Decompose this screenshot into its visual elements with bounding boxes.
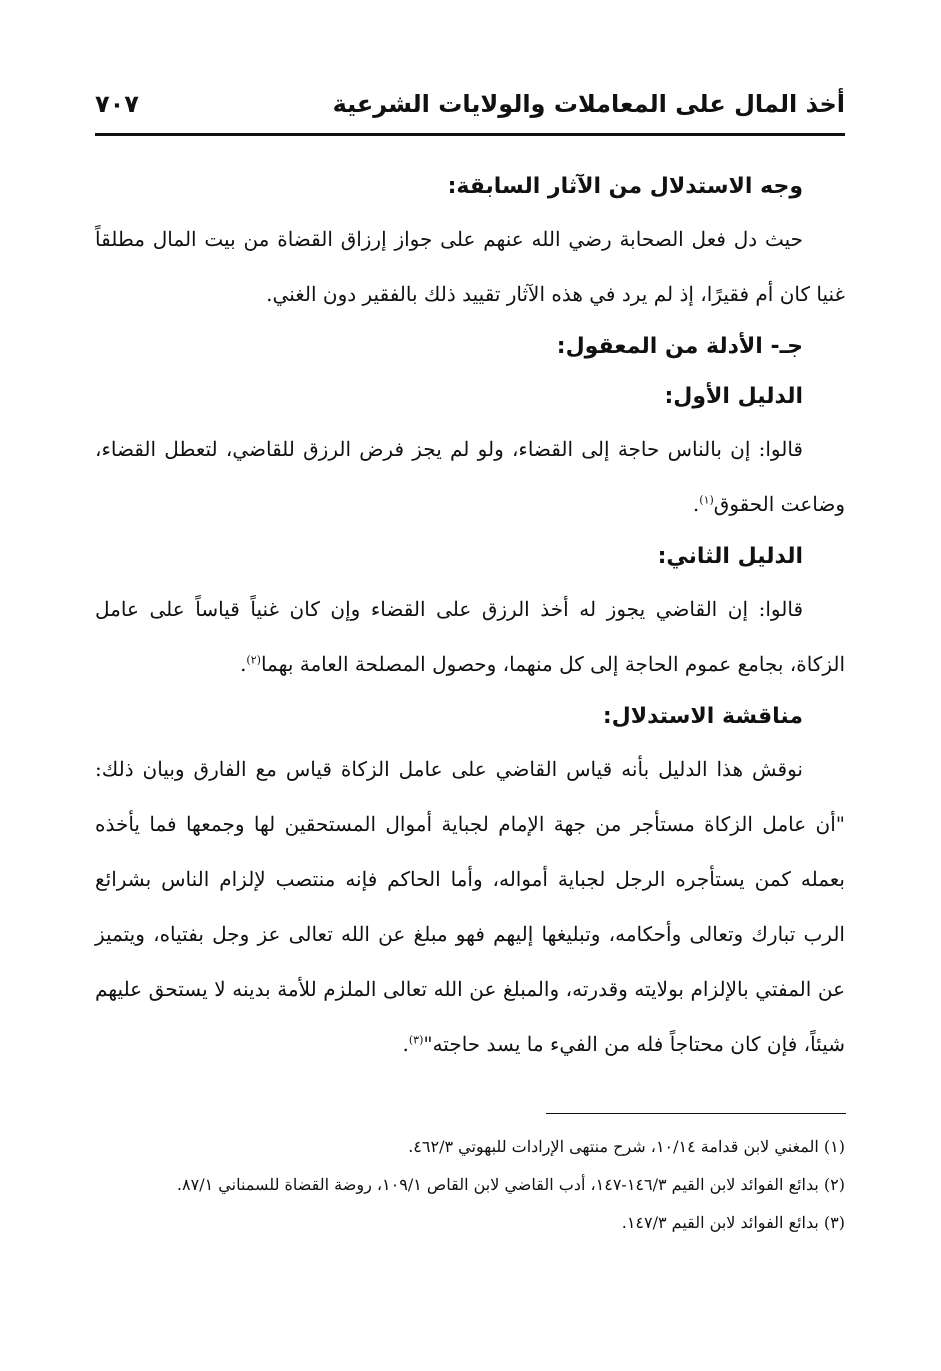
subsection-heading: الدليل الأول: — [664, 384, 803, 409]
header-rule — [95, 133, 845, 136]
footnote: (٢) بدائع الفوائد لابن القيم ١٤٦/٣-١٤٧، أدب القاضي لابن القاص ١٠٩/١، روضة القضاة للسمناني ٨٧/١. — [176, 1175, 845, 1194]
section-heading: مناقشة الاستدلال: — [602, 704, 803, 729]
paragraph: حيث دل فعل الصحابة رضي الله عنهم على جواز إرزاق القضاة من بيت المال مطلقاً غنيا كان أم فقيرًا، إذ لم يرد في هذه الآثار تقييد ذلك بالفقير دون الغني. — [95, 227, 845, 306]
paragraph — [95, 742, 845, 1072]
paragraph-text: نوقش هذا الدليل بأنه قياس القاضي على عامل الزكاة قياس مع الفارق وبيان ذلك: "أن عامل الزكاة مستأجر من جهة الإمام لجباية أموال المستحقين لها وجمعها فما يأخذه بعمله كمن يستأجره الرجل لجباية أمواله، وأما الحاكم فإنه منتصب لإلزام الناس بشرائع الرب تبارك وتعالى وأحكامه، وتبليغها إليهم فهو مبلغ عن الله تعالى عز وجل بفتياه، ويتميز عن المفتي بالإلزام بولايته وقدرته، والمبلغ عن الله تعالى الملزم للأمة بدينه لا يستحق عليهم شيئاً، فإن كان محتاجاً فله من الفيء ما يسد حاجته" — [95, 757, 845, 1056]
running-header — [95, 88, 845, 126]
section-heading: جـ- الأدلة من المعقول: — [556, 334, 803, 359]
paragraph — [95, 422, 845, 532]
footnote-ref: (٣) — [408, 1033, 424, 1047]
paragraph-text: قالوا: إن القاضي يجوز له أخذ الرزق على القضاء وإن كان غنياً قياساً على عامل الزكاة، بجامع عموم الحاجة إلى كل منهما، وحصول المصلحة العامة بهما — [95, 597, 845, 676]
paragraph — [95, 582, 845, 692]
footnote: (١) المغني لابن قدامة ١٠/١٤، شرح منتهى الإرادات للبهوتي ٤٦٢/٣. — [408, 1137, 845, 1156]
footnote-rule — [546, 1113, 846, 1114]
footnote-ref: (١) — [699, 493, 714, 507]
footnote-ref: (٢) — [246, 653, 261, 667]
paragraph-end: . — [402, 1032, 409, 1056]
footnotes — [95, 1128, 845, 1242]
section-heading: وجه الاستدلال من الآثار السابقة: — [447, 174, 803, 199]
page-number: ٧٠٧ — [95, 90, 139, 118]
running-title: أخذ المال على المعاملات والولايات الشرعية — [332, 90, 845, 118]
footnote: (٣) بدائع الفوائد لابن القيم ١٤٧/٣. — [621, 1213, 845, 1232]
paragraph-text: قالوا: إن بالناس حاجة إلى القضاء، ولو لم يجز فرض الرزق للقاضي، لتعطل القضاء، وضاعت الحقوق — [95, 437, 845, 516]
main-text — [95, 162, 845, 1072]
paragraph-end: . — [692, 492, 700, 516]
subsection-heading: الدليل الثاني: — [657, 544, 803, 569]
paragraph-end: . — [240, 652, 247, 676]
